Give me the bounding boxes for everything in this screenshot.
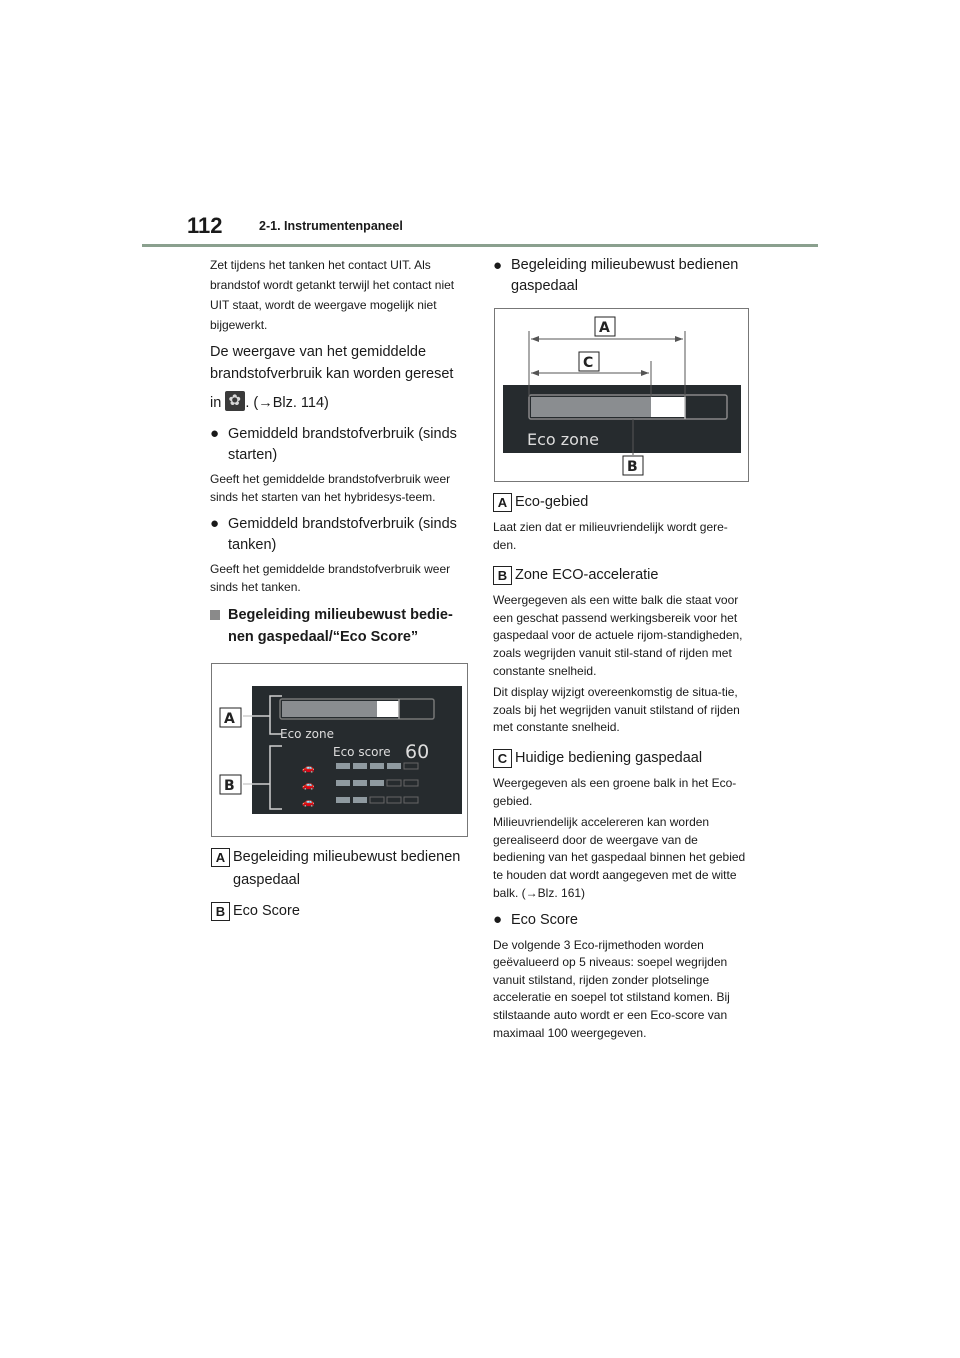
eco-accel-text-1: Weergegeven als een witte balk die staat voor een geschat passend werkingsbereik voor het gaspedaal voor de actuele rijom-standigheden, zoals wegrijden vanuit stil-stand of rijden met constante snelheid.	[493, 593, 743, 678]
page-number: 112	[187, 213, 223, 238]
score-segment	[336, 797, 350, 803]
arrowhead-icon	[641, 370, 649, 376]
callout-b: B	[627, 459, 638, 475]
score-segment	[353, 780, 367, 786]
score-segment	[336, 763, 350, 769]
eco-zone-bar-fill	[282, 701, 377, 717]
eco-zone-illustration	[495, 309, 748, 481]
current-pedal-text-2: Milieuvriendelijk accelereren kan worden gerealiseerd door de weergave van de bediening van het gaspedaal binnen het gebied te houden dat wordt aangegeven met de witte balk. (→Blz. 161)	[493, 815, 746, 900]
score-segment	[387, 763, 401, 769]
reset-ref	[210, 391, 472, 414]
callout-a: A	[224, 711, 235, 727]
legend-c-label: Huidige bediening gaspedaal	[515, 749, 703, 766]
bullet-icon: ●	[210, 425, 220, 442]
legend-a	[211, 846, 471, 892]
header-rule	[142, 244, 818, 247]
score-segment	[353, 797, 367, 803]
eco-score-value: 60	[405, 741, 430, 763]
score-segment	[370, 780, 384, 786]
legend-a-label: Begeleiding milieubewust bedienen gaspedaal	[233, 849, 461, 888]
legend-b-label: Eco Score	[233, 903, 300, 919]
gear-icon	[225, 391, 245, 411]
bullet-icon: ●	[493, 257, 503, 274]
reset-ref-pre: in	[210, 395, 222, 411]
cruise-car-icon: 🚗	[302, 780, 315, 791]
refuel-note: Zet tijdens het tanken het contact UIT. Als brandstof wordt getankt terwijl het contact niet UIT staat, wordt de weergave mogelijk niet bijgewerkt.	[210, 258, 455, 332]
bullet-since-refuel	[210, 514, 472, 555]
bullet-icon: ●	[210, 515, 220, 533]
eco-zone-label: Eco zone	[527, 430, 599, 449]
legend-a-letter: A	[211, 848, 230, 867]
legend-eco-accel	[493, 564, 749, 586]
arrowhead-icon	[531, 370, 539, 376]
eco-score-text: De volgende 3 Eco-rijmethoden worden geëvalueerd op 5 niveaus: soepel wegrijden vanuit stilstand, rijden zonder plotselinge acceleratie en soepel tot stilstand komen. Bij stilstaande auto wordt er een Eco-score van maximaal 100 weergegeven.	[493, 937, 730, 1040]
eco-zone-figure	[494, 308, 749, 482]
score-segment	[370, 763, 384, 769]
bullet-eco-score	[493, 910, 749, 931]
legend-eco-area	[493, 491, 749, 513]
bullet-eco-guidance	[493, 255, 749, 297]
score-segment	[353, 763, 367, 769]
left-legend	[211, 846, 471, 922]
legend-current-pedal	[493, 747, 749, 769]
bullet-since-start	[210, 424, 472, 465]
start-car-icon: 🚗	[302, 763, 315, 774]
bullet-eco-score-label: Eco Score	[511, 912, 578, 929]
eco-zone-white-bar	[651, 397, 685, 417]
since-refuel-text: Geeft het gemiddelde brandstofverbruik weer sinds het tanken.	[210, 562, 451, 594]
eco-accel-text-2: Dit display wijzigt overeenkomstig de situa-tie, zoals bij het wegrijden vanuit stilstand of rijden met constante snelheid.	[493, 685, 740, 735]
arrowhead-icon	[675, 336, 683, 342]
legend-a-letter: A	[493, 493, 512, 512]
legend-b-label: Zone ECO-acceleratie	[515, 567, 659, 584]
since-start-text: Geeft het gemiddelde brandstofverbruik weer sinds het starten van het hybridesys-teem.	[210, 472, 451, 504]
score-segment	[336, 780, 350, 786]
callout-b: B	[224, 778, 235, 794]
eco-score-label: Eco score	[333, 745, 391, 759]
eco-zone-label: Eco zone	[280, 727, 334, 741]
eco-heading	[210, 604, 472, 648]
eco-display-figure	[211, 663, 468, 837]
eco-zone-white-bar	[377, 701, 399, 717]
square-bullet-icon	[210, 610, 220, 620]
eco-zone-bar-fill	[531, 397, 651, 417]
eco-area-text: Laat zien dat er milieuvriendelijk wordt gere-den.	[493, 520, 728, 552]
arrowhead-icon	[531, 336, 539, 342]
callout-a: A	[599, 320, 610, 336]
eco-display-illustration	[212, 664, 467, 836]
section-title: 2-1. Instrumentenpaneel	[259, 219, 403, 233]
legend-a-label: Eco-gebied	[515, 494, 589, 510]
eco-heading-label: Begeleiding milieubewust bedie-nen gaspedaal/“Eco Score”	[228, 607, 453, 646]
callout-c: C	[583, 355, 594, 371]
reset-text: De weergave van het gemiddelde brandstofverbruik kan worden gereset	[210, 344, 454, 382]
right-column	[493, 255, 749, 297]
bullet-icon: ●	[493, 911, 503, 929]
legend-b	[211, 900, 471, 922]
reset-ref-post: . (→Blz. 114)	[245, 395, 329, 411]
legend-b-letter: B	[493, 566, 512, 585]
stop-car-icon: 🚗	[302, 797, 315, 808]
legend-c-letter: C	[493, 749, 512, 768]
legend-b-letter: B	[211, 902, 230, 921]
right-legend	[493, 491, 749, 1046]
bullet-eco-guidance-label: Begeleiding milieubewust bedienen gaspedaal	[511, 257, 739, 294]
bullet-since-refuel-label: Gemiddeld brandstofverbruik (sinds tanken)	[228, 516, 457, 553]
current-pedal-text-1: Weergegeven als een groene balk in het Eco-gebied.	[493, 775, 737, 808]
left-column	[210, 255, 472, 648]
bullet-since-start-label: Gemiddeld brandstofverbruik (sinds starten)	[228, 426, 457, 463]
